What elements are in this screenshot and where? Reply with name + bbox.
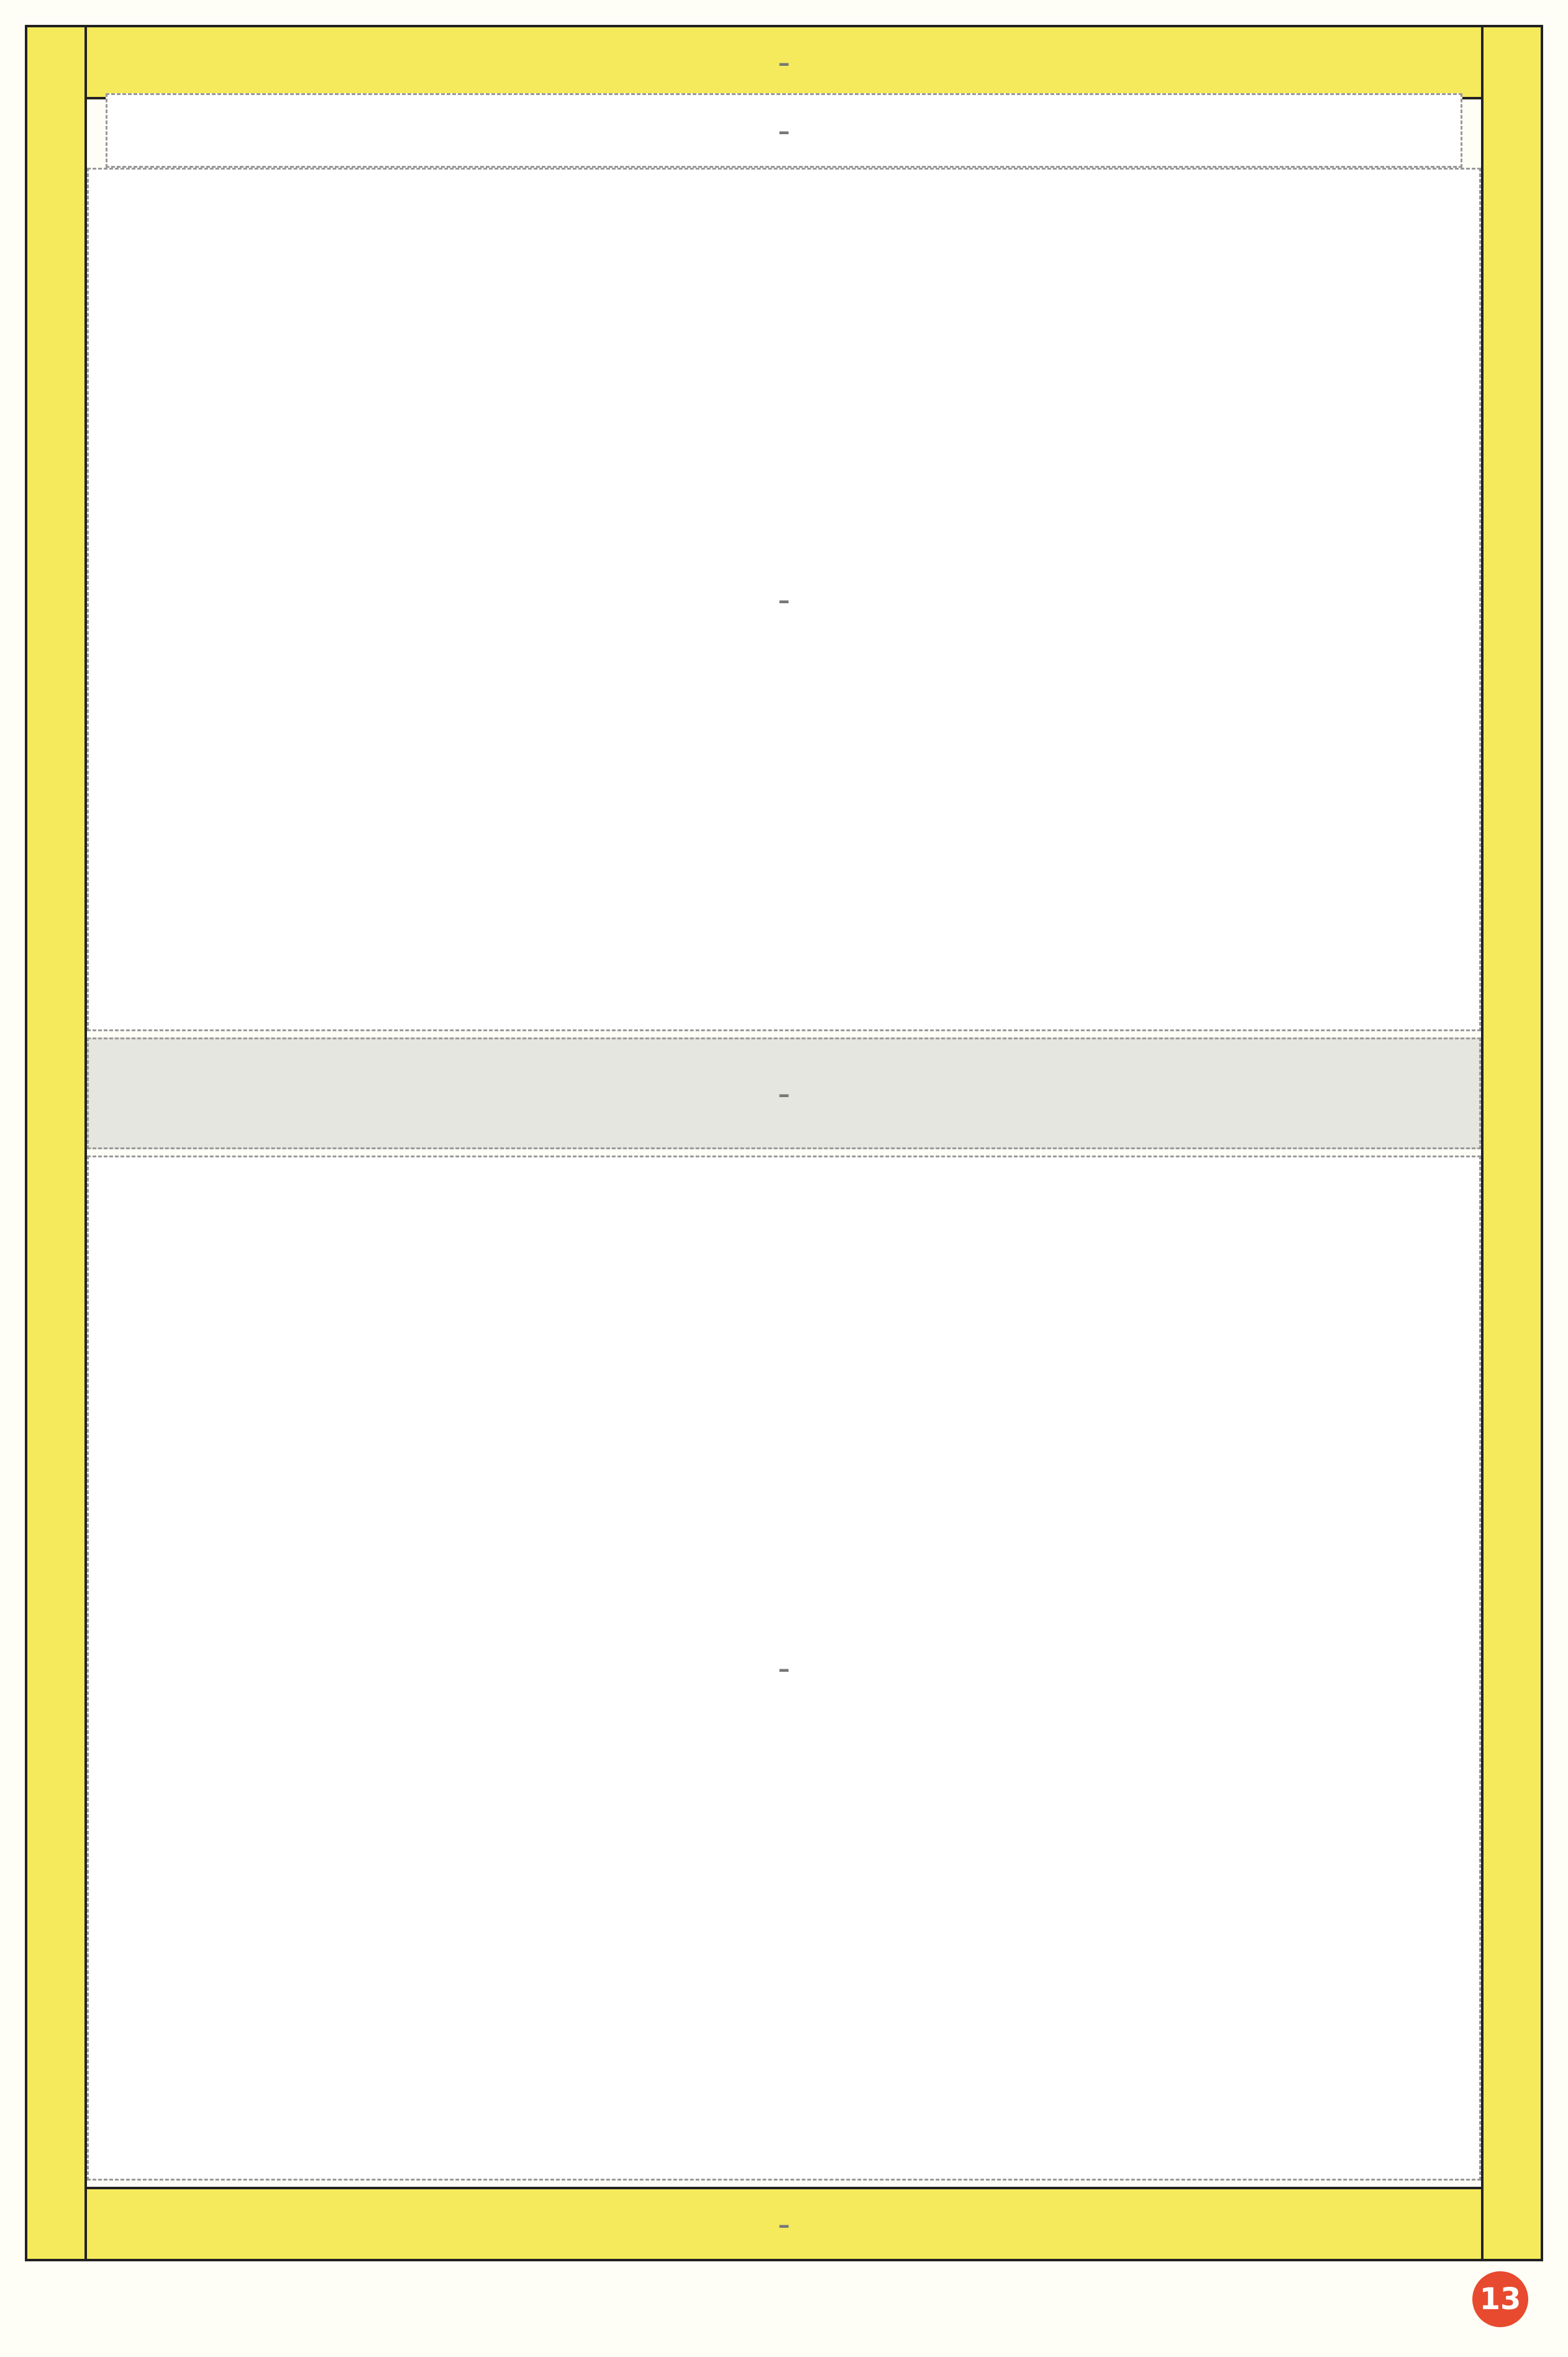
page-number-badge: 13 [1472,2271,1528,2327]
header-block: - [106,93,1462,168]
decorative-border-left [25,25,87,2261]
conflict-number-table: - [87,1156,1481,2181]
conflict-table-banner: - [87,1037,1481,1149]
zodiac-number-table: - [87,168,1481,1031]
decorative-border-bottom: - [25,2187,1543,2261]
decorative-border-right [1481,25,1543,2261]
decorative-border-top: - [25,25,1543,99]
